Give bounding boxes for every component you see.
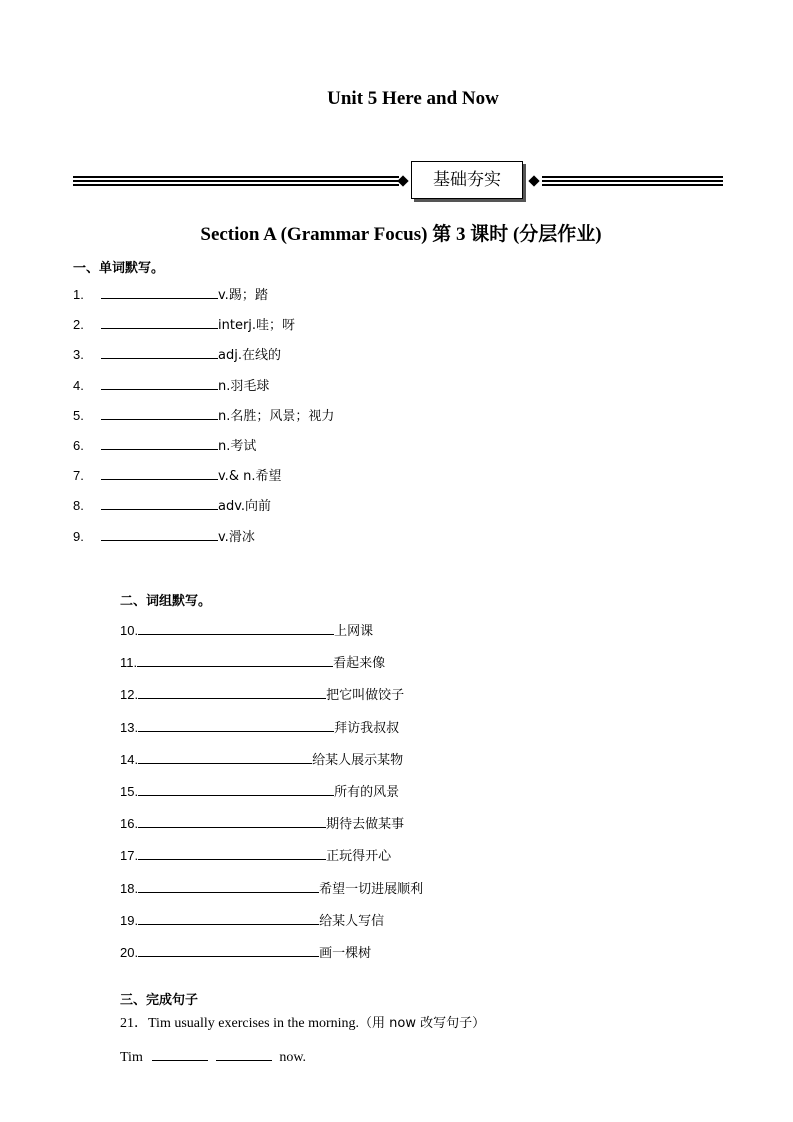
banner-basic-consolidation: 基础夯实	[411, 161, 523, 199]
item-hint: 期待去做某事	[326, 817, 405, 833]
answer-blank[interactable]	[138, 620, 334, 635]
left-rule	[73, 176, 399, 187]
item-hint: adj.在线的	[218, 348, 281, 364]
answer-blank[interactable]	[137, 652, 333, 667]
question-number: 21．	[120, 1016, 148, 1031]
list-item: 13. 拜访我叔叔	[120, 717, 423, 735]
answer-blank[interactable]	[138, 845, 326, 860]
answer-blank[interactable]	[101, 314, 218, 329]
answer-end: now.	[279, 1050, 307, 1065]
item-hint: 看起来像	[333, 656, 386, 672]
answer-blank[interactable]	[101, 284, 218, 299]
item-hint: v.滑冰	[218, 529, 255, 545]
answer-blank[interactable]	[138, 717, 334, 732]
list-item: 6. n.考试	[73, 435, 334, 453]
answer-blank[interactable]	[138, 813, 326, 828]
list-item: 19. 给某人写信	[120, 910, 423, 928]
item-hint: n.羽毛球	[218, 378, 270, 394]
answer-blank[interactable]	[101, 465, 218, 480]
question-instruction: （用 now 改写句子）	[359, 1016, 486, 1031]
part2-list	[120, 620, 423, 960]
list-item: 10. 上网课	[120, 620, 423, 638]
list-item: 4. n.羽毛球	[73, 375, 334, 393]
list-item: 18. 希望一切进展顺利	[120, 878, 423, 896]
list-item: 8. adv.向前	[73, 495, 334, 513]
list-item: 14. 给某人展示某物	[120, 749, 423, 767]
item-hint: adv.向前	[218, 499, 272, 515]
answer-blank[interactable]	[138, 878, 319, 893]
right-diamond-icon	[528, 175, 539, 186]
item-hint: 把它叫做饺子	[326, 688, 405, 704]
part3-heading: 三、完成句子	[120, 993, 199, 1008]
list-item: 2. interj.哇；呀	[73, 314, 334, 332]
list-item: 16. 期待去做某事	[120, 813, 423, 831]
answer-blank[interactable]	[138, 684, 326, 699]
list-item: 15. 所有的风景	[120, 781, 423, 799]
list-item: 5. n.名胜；风景；视力	[73, 405, 334, 423]
list-item: 17. 正玩得开心	[120, 845, 423, 863]
answer-blank[interactable]	[101, 526, 218, 541]
answer-start: Tim	[120, 1050, 143, 1065]
list-item: 11. 看起来像	[120, 652, 423, 670]
item-hint: 拜访我叔叔	[334, 720, 400, 736]
list-item: 3. adj.在线的	[73, 344, 334, 362]
item-hint: v.& n.希望	[218, 469, 282, 485]
list-item: 9. v.滑冰	[73, 526, 334, 544]
answer-blank[interactable]	[138, 910, 319, 925]
answer-blank[interactable]	[101, 344, 218, 359]
answer-blank[interactable]	[101, 435, 218, 450]
item-hint: 上网课	[334, 624, 374, 639]
section-title: Section A (Grammar Focus) 第 3 课时 (分层作业)	[200, 224, 602, 245]
item-hint: 给某人写信	[319, 913, 385, 929]
item-hint: n.名胜；风景；视力	[218, 408, 335, 424]
part1-list	[73, 284, 334, 544]
list-item: 7. v.& n.希望	[73, 465, 334, 483]
item-hint: 画一棵树	[319, 945, 372, 961]
item-hint: interj.哇；呀	[218, 318, 296, 334]
list-item: 20. 画一棵树	[120, 942, 423, 960]
item-hint: 正玩得开心	[326, 849, 392, 865]
answer-blank[interactable]	[101, 495, 218, 510]
answer-blank[interactable]	[101, 405, 218, 420]
answer-blank[interactable]	[138, 942, 319, 957]
answer-blank[interactable]	[138, 749, 312, 764]
item-hint: 给某人展示某物	[312, 752, 404, 768]
answer-blank[interactable]	[138, 781, 334, 796]
answer-blank[interactable]	[101, 375, 218, 390]
part2-heading: 二、词组默写。	[120, 594, 212, 609]
left-diamond-icon	[397, 175, 408, 186]
answer-blank[interactable]	[152, 1046, 208, 1061]
list-item: 1. v.踢；踏	[73, 284, 334, 302]
answer-line-21	[120, 1046, 306, 1064]
item-hint: 希望一切进展顺利	[319, 881, 424, 897]
right-rule	[542, 176, 723, 187]
question-21	[120, 1015, 485, 1033]
item-hint: n.考试	[218, 438, 257, 454]
list-item: 12. 把它叫做饺子	[120, 684, 423, 702]
answer-blank[interactable]	[216, 1046, 272, 1061]
document-title: Unit 5 Here and Now	[327, 88, 499, 109]
item-hint: 所有的风景	[334, 784, 400, 800]
part1-heading: 一、单词默写。	[73, 261, 165, 276]
question-sentence: Tim usually exercises in the morning.	[148, 1016, 360, 1031]
item-hint: v.踢；踏	[218, 288, 268, 303]
